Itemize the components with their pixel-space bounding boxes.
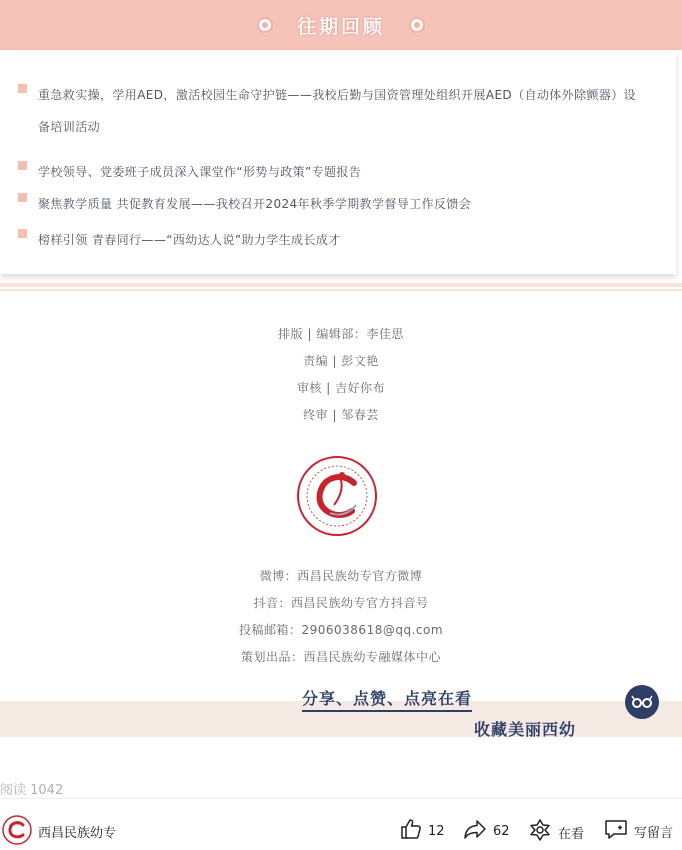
past-articles-card [0,50,676,274]
divider [0,798,682,799]
credits-block [0,323,682,431]
credit-final: 终审 | 邹春芸 [303,408,379,422]
bottom-action-bar [0,808,682,850]
producer-info: 策划出品：西昌民族幼专融媒体中心 [240,650,441,664]
bullet-icon [18,193,27,202]
avatar[interactable] [2,815,32,845]
share-arrow-icon [463,818,493,844]
weibo-info: 微博：西昌民族幼专官方微博 [259,569,423,583]
article-title: 重急救实操，学用AED，激活校园生命守护链——我校后勤与国资管理处组织开展AED（自动体外除颤器）设 [38,88,637,102]
article-title-continued: 备培训活动 [38,120,101,134]
email-info: 投稿邮箱：2906038618@qq.com [238,623,444,637]
comment-icon [604,818,634,844]
glasses-icon[interactable] [625,685,659,719]
article-title: 学校领导、党委班子成员深入课堂作“形势与政策”专题报告 [38,165,362,179]
contacts-block [0,565,682,673]
article-link-role-model[interactable] [18,224,644,256]
like-button[interactable] [400,818,445,844]
article-title: 榜样引领 青春同行——“西幼达人说”助力学生成长成才 [38,233,341,247]
comment-label: 写留言 [634,825,674,841]
wow-label: 在看 [558,826,585,842]
read-count: 阅读 1042 [0,783,64,798]
article-link-aed[interactable] [18,79,644,143]
share-count: 62 [493,823,510,839]
article-link-teaching-quality[interactable] [18,188,644,220]
credit-review: 审核 | 吉好你布 [296,381,386,395]
article-link-policy-report[interactable] [18,156,644,188]
flower-icon [257,17,273,33]
flower-icon [409,17,425,33]
collect-prompt: 收藏美丽西幼 [474,720,577,739]
share-button[interactable] [463,818,510,844]
bullet-icon [18,84,27,93]
wow-button[interactable] [528,818,584,846]
divider [0,289,682,291]
flower-wow-icon [528,818,558,846]
divider [0,283,682,287]
credit-layout: 排版 | 编辑部：李佳思 [278,327,404,341]
like-count: 12 [428,823,445,839]
article-title: 聚焦教学质量 共促教育发展——我校召开2024年秋季学期教学督导工作反馈会 [38,197,472,211]
credit-editor: 责编 | 彭文艳 [303,354,379,368]
share-prompt: 分享、点赞、点亮在看 [302,686,472,712]
douyin-info: 抖音：西昌民族幼专官方抖音号 [253,596,429,610]
header-banner [0,0,682,50]
section-title: 往期回顾 [296,15,385,38]
account-name[interactable]: 西昌民族幼专 [38,826,117,841]
school-logo [296,455,378,537]
comment-button[interactable] [604,818,673,844]
bullet-icon [18,229,27,238]
bullet-icon [18,161,27,170]
thumbs-up-icon [400,818,428,844]
